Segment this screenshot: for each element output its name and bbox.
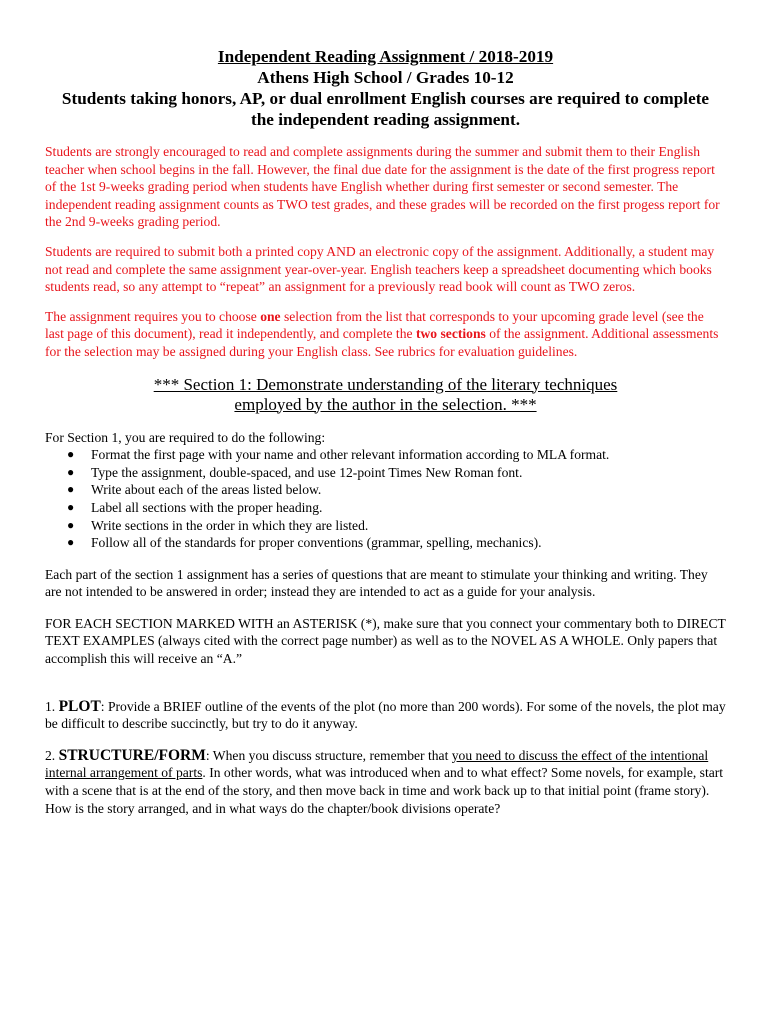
list-item: ● Write about each of the areas listed below. bbox=[67, 482, 322, 498]
list-item: ● Follow all of the standards for proper conventions (grammar, spelling, mechanics). bbox=[67, 535, 542, 551]
list-item: ● Format the first page with your name and other relevant information according to MLA format. bbox=[67, 447, 610, 463]
selection-text-a: The assignment requires you to choose bbox=[45, 308, 261, 324]
due-date-paragraph: Students are strongly encouraged to read and complete assignments during the summer and submit them to their English teacher when school begins in the fall. However, the final due date for the assignment is the date of the first progress report of the 1st 9-weeks grading period when students have English whether during first semester or second semester. The independent reading assignment counts as TWO test grades, and these grades will be recorded on the first progess report for the 2nd 9-weeks grading period. bbox=[45, 144, 720, 230]
bullet-icon: ● bbox=[67, 535, 75, 550]
submission-paragraph: Students are required to submit both a printed copy AND an electronic copy of the assignment. Additionally, a student may not read and complete the same assignment year-over-year. English teachers keep a spreadsheet documenting which books students read, so any attempt to “repeat” an assignment for a previously read book will count as TWO zeros. bbox=[45, 243, 715, 295]
document-header bbox=[45, 46, 726, 130]
structure-item bbox=[45, 747, 726, 817]
plot-text: : Provide a BRIEF outline of the events of the plot (no more than 200 words). For some of the novels, the plot may be difficult to describe succinctly, but try to do it anyway. bbox=[45, 698, 726, 732]
plot-number: 1. bbox=[45, 698, 59, 714]
selection-text-one: one bbox=[260, 308, 281, 324]
bullet-icon: ● bbox=[67, 482, 75, 497]
list-item: ● Write sections in the order in which they are listed. bbox=[67, 517, 369, 533]
bullet-icon: ● bbox=[67, 517, 75, 532]
bullet-icon: ● bbox=[67, 499, 75, 514]
school-line: Athens High School / Grades 10-12 bbox=[257, 68, 514, 87]
selection-paragraph bbox=[45, 308, 726, 361]
assignment-title: Independent Reading Assignment / 2018-2019 bbox=[217, 47, 554, 66]
plot-item bbox=[45, 698, 726, 733]
selection-text-two-sections: two sections bbox=[415, 326, 486, 342]
structure-text-underlined: you need to discuss the effect of the intentional internal arrangement of parts bbox=[45, 747, 709, 781]
selection-text-e: of the assignment. Additional assessments for the selection may be assigned during your English class. See rubrics for evaluation guidelines. bbox=[45, 326, 719, 359]
bullet-icon: ● bbox=[67, 447, 75, 462]
plot-label: PLOT bbox=[58, 697, 101, 715]
requirements-list bbox=[45, 446, 726, 552]
bullet-icon: ● bbox=[67, 464, 75, 479]
each-part-paragraph: Each part of the section 1 assignment has a series of questions that are meant to stimulate your thinking and writing. They are not intended to be answered in order; instead they are intended to act as a guide for your analysis. bbox=[45, 566, 708, 600]
requirement-heading-line2: the independent reading assignment. bbox=[251, 110, 520, 129]
section1-intro: For Section 1, you are required to do the following: bbox=[45, 429, 326, 445]
structure-number: 2. bbox=[45, 747, 59, 763]
section1-heading-line2: employed by the author in the selection. *** bbox=[234, 394, 537, 414]
list-item: ● Type the assignment, double-spaced, and use 12-point Times New Roman font. bbox=[67, 464, 523, 480]
section1-heading bbox=[45, 375, 726, 415]
list-item: ● Label all sections with the proper heading. bbox=[67, 499, 323, 515]
asterisk-paragraph: FOR EACH SECTION MARKED WITH an ASTERISK (*), make sure that you connect your commentary both to DIRECT TEXT EXAMPLES (always cited with the correct page number) as well as to the NOVEL AS A WHOLE. Only papers that accomplish this will receive an “A.” bbox=[45, 615, 726, 667]
structure-text-b: . In other words, what was introduced when and to what effect? Some novels, for example, start with a scene that is at the end of the story, and then move back in time and work back up to that initial point (frame story). How is the story arranged, and in what ways do the chapter/book divisions operate? bbox=[45, 765, 724, 816]
structure-text-a: : When you discuss structure, remember that bbox=[205, 747, 452, 763]
selection-text-c: selection from the list that corresponds to your upcoming grade level (see the last page of this document), read it independently, and complete the bbox=[45, 308, 704, 342]
requirement-heading-line1: Students taking honors, AP, or dual enrollment English courses are required to complete bbox=[61, 89, 710, 108]
structure-label: STRUCTURE/FORM bbox=[58, 746, 206, 764]
section1-heading-line1: *** Section 1: Demonstrate understanding of the literary techniques bbox=[153, 374, 618, 394]
